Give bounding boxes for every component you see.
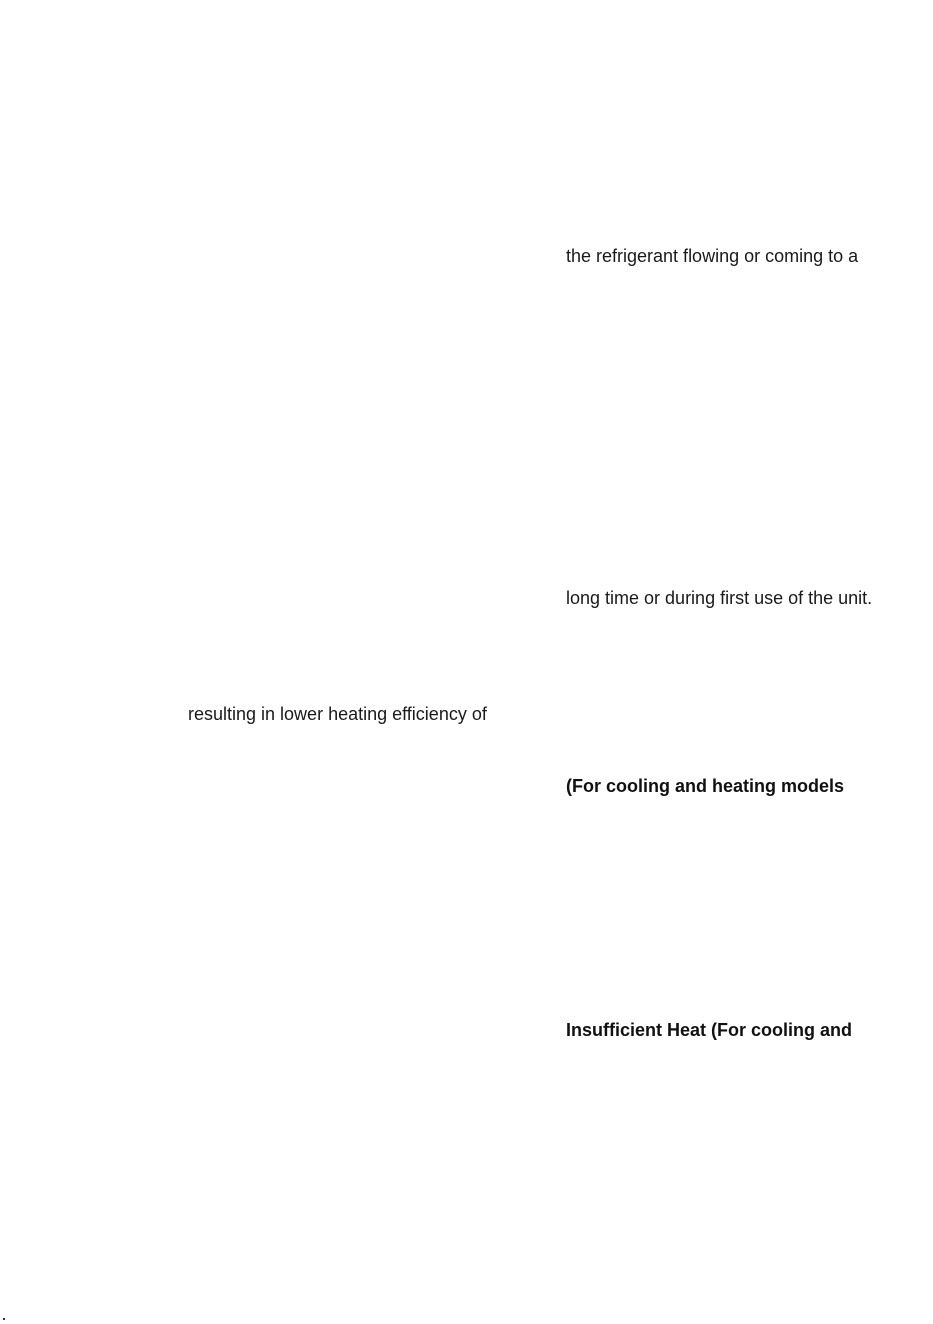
text-refrigerant-flowing: the refrigerant flowing or coming to a xyxy=(566,246,859,266)
heading-cooling-heating-models: (For cooling and heating models xyxy=(566,776,845,796)
text-long-time-first-use: long time or during first use of the unit. xyxy=(566,588,873,608)
heading-insufficient-heat: Insufficient Heat (For cooling and xyxy=(566,1020,853,1040)
text-lower-heating-efficiency: resulting in lower heating efficiency of xyxy=(188,704,487,724)
page-corner-mark xyxy=(3,1318,5,1320)
